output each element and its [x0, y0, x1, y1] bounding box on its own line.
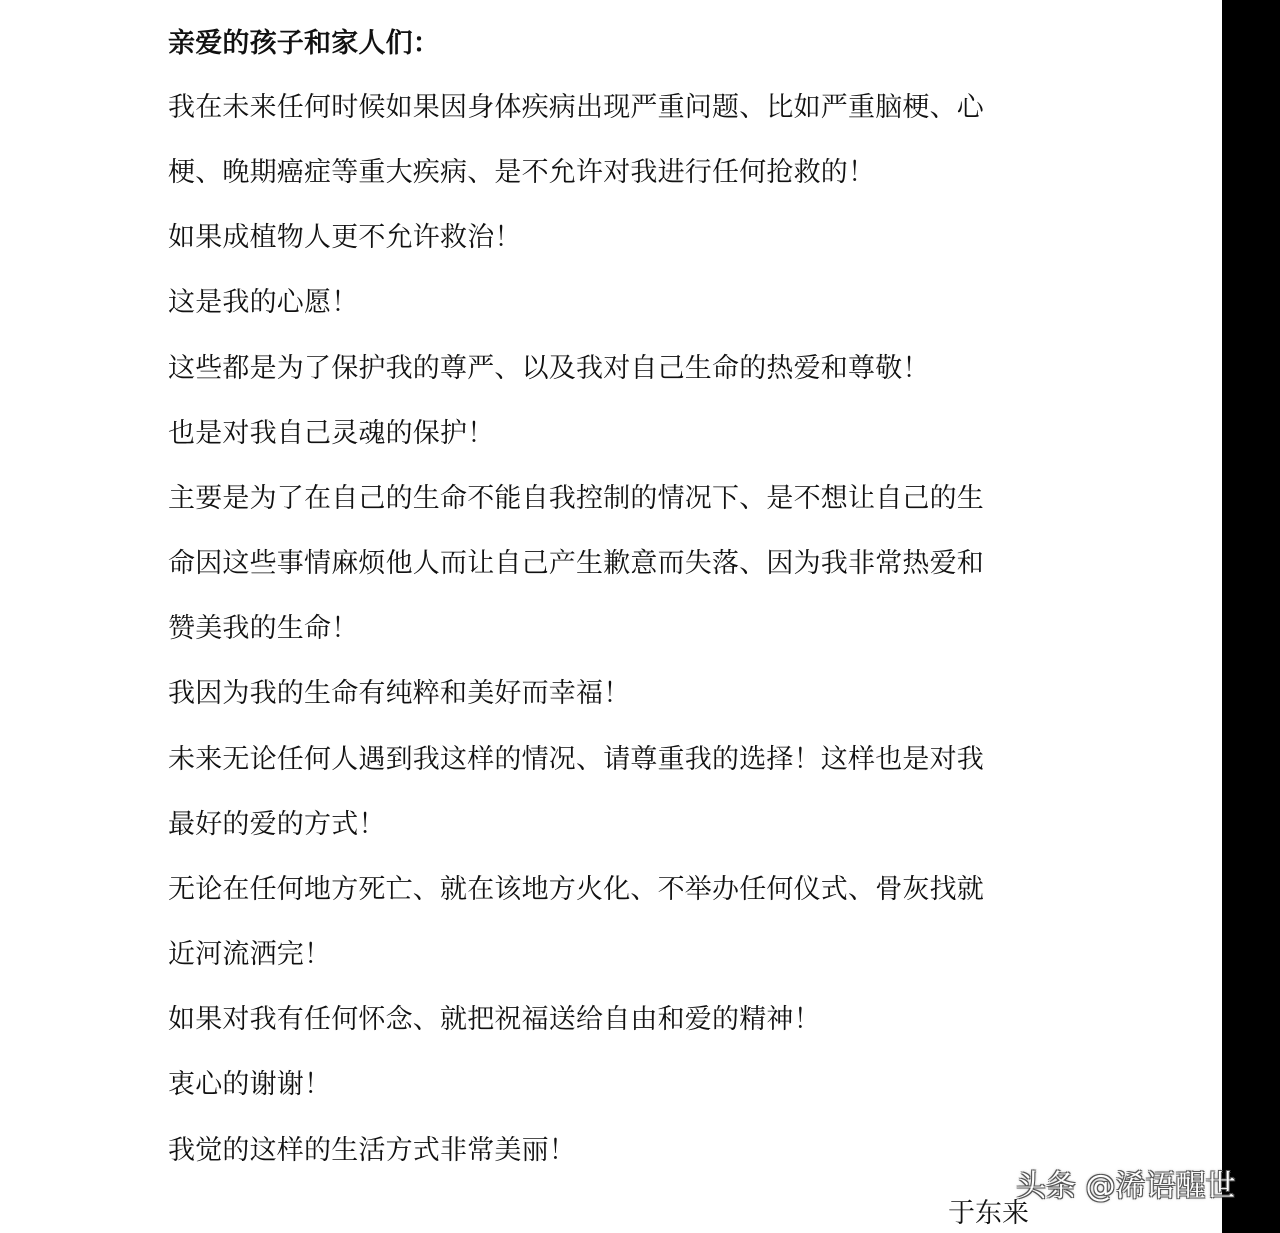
letter-line: 命因这些事情麻烦他人而让自己产生歉意而失落、因为我非常热爱和: [168, 548, 984, 579]
letter-salutation: 亲爱的孩子和家人们：: [168, 28, 440, 59]
letter-line: 主要是为了在自己的生命不能自我控制的情况下、是不想让自己的生: [168, 483, 984, 514]
letter-signature: 于东来: [948, 1198, 1029, 1229]
side-bar: [1222, 0, 1280, 1233]
letter-line: 如果成植物人更不允许救治！: [168, 222, 522, 253]
letter-line: 如果对我有任何怀念、就把祝福送给自由和爱的精神！: [168, 1004, 821, 1035]
letter-line: 这些都是为了保护我的尊严、以及我对自己生命的热爱和尊敬！: [168, 353, 930, 384]
letter-line: 我觉的这样的生活方式非常美丽！: [168, 1135, 576, 1166]
letter-line: 未来无论任何人遇到我这样的情况、请尊重我的选择！这样也是对我: [168, 744, 984, 775]
letter-line: 衷心的谢谢！: [168, 1069, 332, 1100]
letter-line: 这是我的心愿！: [168, 287, 359, 318]
letter-line: 我在未来任何时候如果因身体疾病出现严重问题、比如严重脑梗、心: [168, 92, 984, 123]
letter-line: 赞美我的生命！: [168, 613, 359, 644]
letter-line: 无论在任何地方死亡、就在该地方火化、不举办任何仪式、骨灰找就: [168, 874, 984, 905]
letter-line: 最好的爱的方式！: [168, 809, 386, 840]
letter-line: 也是对我自己灵魂的保护！: [168, 418, 495, 449]
letter-line: 近河流洒完！: [168, 939, 332, 970]
letter-line: 我因为我的生命有纯粹和美好而幸福！: [168, 678, 631, 709]
watermark-text: 头条 @浠语醒世: [1016, 1169, 1236, 1204]
letter-line: 梗、晚期癌症等重大疾病、是不允许对我进行任何抢救的！: [168, 157, 876, 188]
